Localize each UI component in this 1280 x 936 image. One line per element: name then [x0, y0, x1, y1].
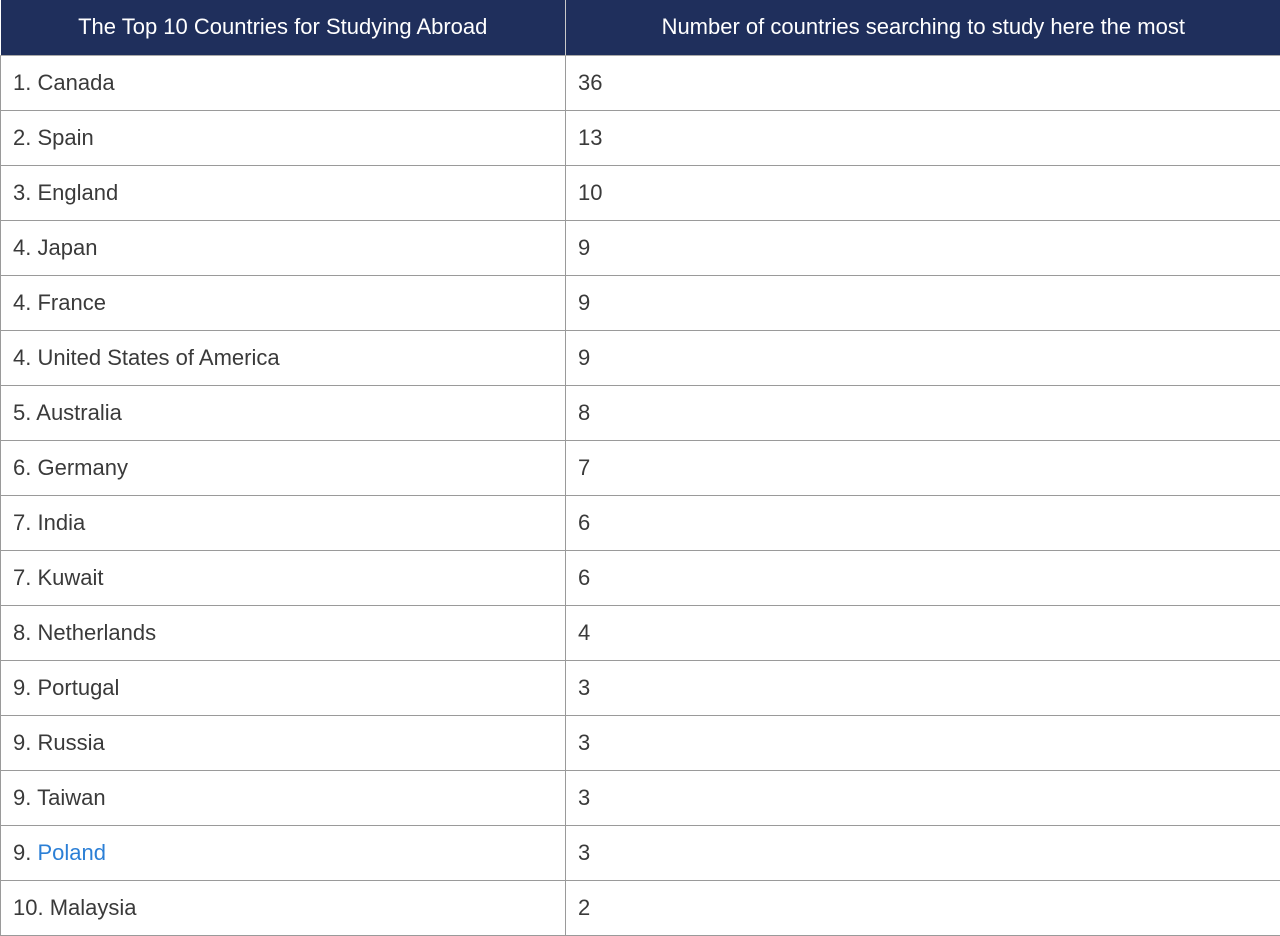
country-cell [1, 110, 566, 165]
rank: 4. [13, 344, 32, 370]
table-header [1, 0, 1280, 55]
country-cell [1, 880, 566, 935]
count-cell: 3 [566, 715, 1280, 770]
table-row [1, 495, 1280, 550]
count-cell: 36 [566, 55, 1280, 110]
country-cell [1, 550, 566, 605]
rank: 2. [13, 124, 32, 150]
country-cell [1, 770, 566, 825]
rank: 9. [13, 729, 32, 755]
rank: 9. [13, 674, 32, 700]
country-name: Russia [37, 729, 105, 755]
count-cell: 4 [566, 605, 1280, 660]
table-row [1, 55, 1280, 110]
country-cell [1, 275, 566, 330]
table-row [1, 605, 1280, 660]
table-row [1, 550, 1280, 605]
count-cell: 6 [566, 495, 1280, 550]
rank: 4. [13, 234, 32, 260]
table-row [1, 715, 1280, 770]
rank: 4. [13, 289, 32, 315]
country-cell [1, 330, 566, 385]
country-cell [1, 220, 566, 275]
country-cell [1, 385, 566, 440]
count-cell: 3 [566, 825, 1280, 880]
country-name: Portugal [37, 674, 120, 700]
count-cell: 6 [566, 550, 1280, 605]
country-name: France [37, 289, 106, 315]
rank: 10. [13, 894, 44, 920]
country-cell [1, 660, 566, 715]
rank: 8. [13, 619, 32, 645]
table-row [1, 880, 1280, 935]
table-row [1, 330, 1280, 385]
count-cell: 3 [566, 660, 1280, 715]
table-body [1, 55, 1280, 935]
table-row [1, 165, 1280, 220]
country-name: England [37, 179, 119, 205]
country-name: Taiwan [37, 784, 106, 810]
table-row [1, 440, 1280, 495]
country-name: Malaysia [49, 894, 137, 920]
table-row [1, 385, 1280, 440]
country-name: Netherlands [37, 619, 157, 645]
table-row [1, 110, 1280, 165]
count-cell: 3 [566, 770, 1280, 825]
count-cell: 8 [566, 385, 1280, 440]
country-name: Australia [36, 399, 122, 425]
table-row [1, 220, 1280, 275]
country-cell [1, 55, 566, 110]
rank: 3. [13, 179, 32, 205]
count-cell: 7 [566, 440, 1280, 495]
count-cell: 2 [566, 880, 1280, 935]
country-name: India [37, 509, 86, 535]
table-row [1, 825, 1280, 880]
country-cell [1, 165, 566, 220]
header-country: The Top 10 Countries for Studying Abroad [1, 0, 566, 55]
country-name: Japan [37, 234, 98, 260]
country-link-poland[interactable]: Poland [37, 839, 106, 865]
rank: 9. [13, 839, 32, 865]
country-name: United States of America [37, 344, 280, 370]
country-cell [1, 715, 566, 770]
count-cell: 9 [566, 275, 1280, 330]
rank: 6. [13, 454, 32, 480]
rank: 1. [13, 69, 32, 95]
count-cell: 13 [566, 110, 1280, 165]
header-row [1, 0, 1280, 55]
header-count: Number of countries searching to study here the most [566, 0, 1280, 55]
rank: 7. [13, 564, 32, 590]
country-name: Spain [37, 124, 94, 150]
country-cell [1, 440, 566, 495]
country-name: Kuwait [37, 564, 104, 590]
country-cell [1, 825, 566, 880]
table-row [1, 275, 1280, 330]
country-name: Canada [37, 69, 115, 95]
rank: 5. [13, 399, 32, 425]
rank: 7. [13, 509, 32, 535]
count-cell: 9 [566, 220, 1280, 275]
country-cell [1, 605, 566, 660]
count-cell: 9 [566, 330, 1280, 385]
rank: 9. [13, 784, 32, 810]
table-row [1, 770, 1280, 825]
table-row [1, 660, 1280, 715]
count-cell: 10 [566, 165, 1280, 220]
country-name: Germany [37, 454, 128, 480]
country-cell [1, 495, 566, 550]
